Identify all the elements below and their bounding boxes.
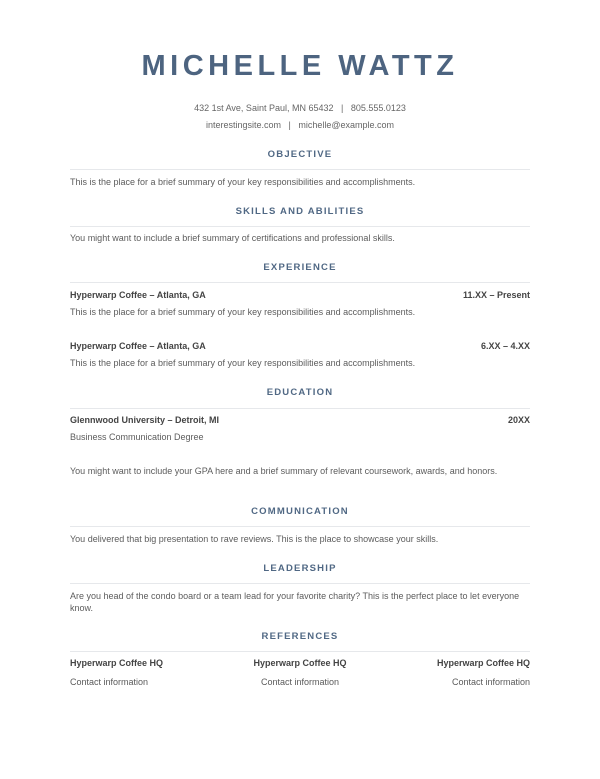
- job-title: Hyperwarp Coffee – Atlanta, GA: [70, 341, 206, 351]
- divider: [70, 583, 530, 584]
- references-list: [70, 658, 530, 687]
- job-dates: 6.XX – 4.XX: [480, 341, 530, 351]
- reference-contact: Contact information: [70, 677, 149, 687]
- divider: [70, 169, 530, 170]
- address: 432 1st Ave, Saint Paul, MN 65432: [194, 103, 334, 113]
- job-description: This is the place for a brief summary of your key responsibilities and accomplishments.: [70, 307, 416, 317]
- communication-text: You delivered that big presentation to rave reviews. This is the place to showcase your skills.: [70, 534, 439, 544]
- skills-text: You might want to include a brief summary of certifications and professional skills.: [70, 233, 395, 243]
- job-header: [70, 341, 530, 351]
- skills-heading: SKILLS AND ABILITIES: [235, 206, 365, 217]
- reference-name: Hyperwarp Coffee HQ: [253, 658, 347, 668]
- phone: 805.555.0123: [350, 103, 406, 113]
- job-title: Hyperwarp Coffee – Atlanta, GA: [70, 290, 206, 300]
- reference-name: Hyperwarp Coffee HQ: [436, 658, 530, 668]
- reference-contact: Contact information: [451, 677, 530, 687]
- degree: Business Communication Degree: [70, 432, 204, 442]
- references-heading: REFERENCES: [261, 631, 339, 642]
- divider: [70, 408, 530, 409]
- experience-heading: EXPERIENCE: [263, 262, 337, 273]
- school-name: Glennwood University – Detroit, MI: [70, 415, 220, 425]
- contact-line-1: [0, 103, 600, 113]
- job-header: [70, 290, 530, 300]
- reference-item: [70, 658, 163, 687]
- leadership-heading: LEADERSHIP: [263, 563, 337, 574]
- objective-heading: OBJECTIVE: [267, 149, 333, 160]
- education-header: [70, 415, 530, 425]
- job-description: This is the place for a brief summary of your key responsibilities and accomplishments.: [70, 358, 416, 368]
- website-link[interactable]: interestingsite.com: [205, 120, 281, 130]
- divider: [70, 526, 530, 527]
- leadership-text: Are you head of the condo board or a team lead for your favorite charity? This is the perfect place to let everyone know.: [70, 591, 520, 613]
- job-dates: 11.XX – Present: [462, 290, 530, 300]
- education-text: You might want to include your GPA here and a brief summary of relevant coursework, awards, and honors.: [70, 466, 498, 476]
- email-link[interactable]: michelle@example.com: [298, 120, 395, 130]
- contact-line-2: [0, 120, 600, 130]
- objective-text: This is the place for a brief summary of your key responsibilities and accomplishments.: [70, 177, 416, 187]
- reference-contact: Contact information: [260, 677, 340, 687]
- reference-name: Hyperwarp Coffee HQ: [70, 658, 164, 668]
- separator: |: [288, 120, 291, 130]
- communication-heading: COMMUNICATION: [251, 506, 349, 517]
- reference-item: [253, 658, 346, 687]
- graduation-year: 20XX: [507, 415, 530, 425]
- separator: |: [341, 103, 344, 113]
- education-heading: EDUCATION: [266, 387, 334, 398]
- resume-name: MICHELLE WATTZ: [141, 50, 459, 82]
- reference-item: [437, 658, 530, 687]
- divider: [70, 226, 530, 227]
- divider: [70, 651, 530, 652]
- divider: [70, 282, 530, 283]
